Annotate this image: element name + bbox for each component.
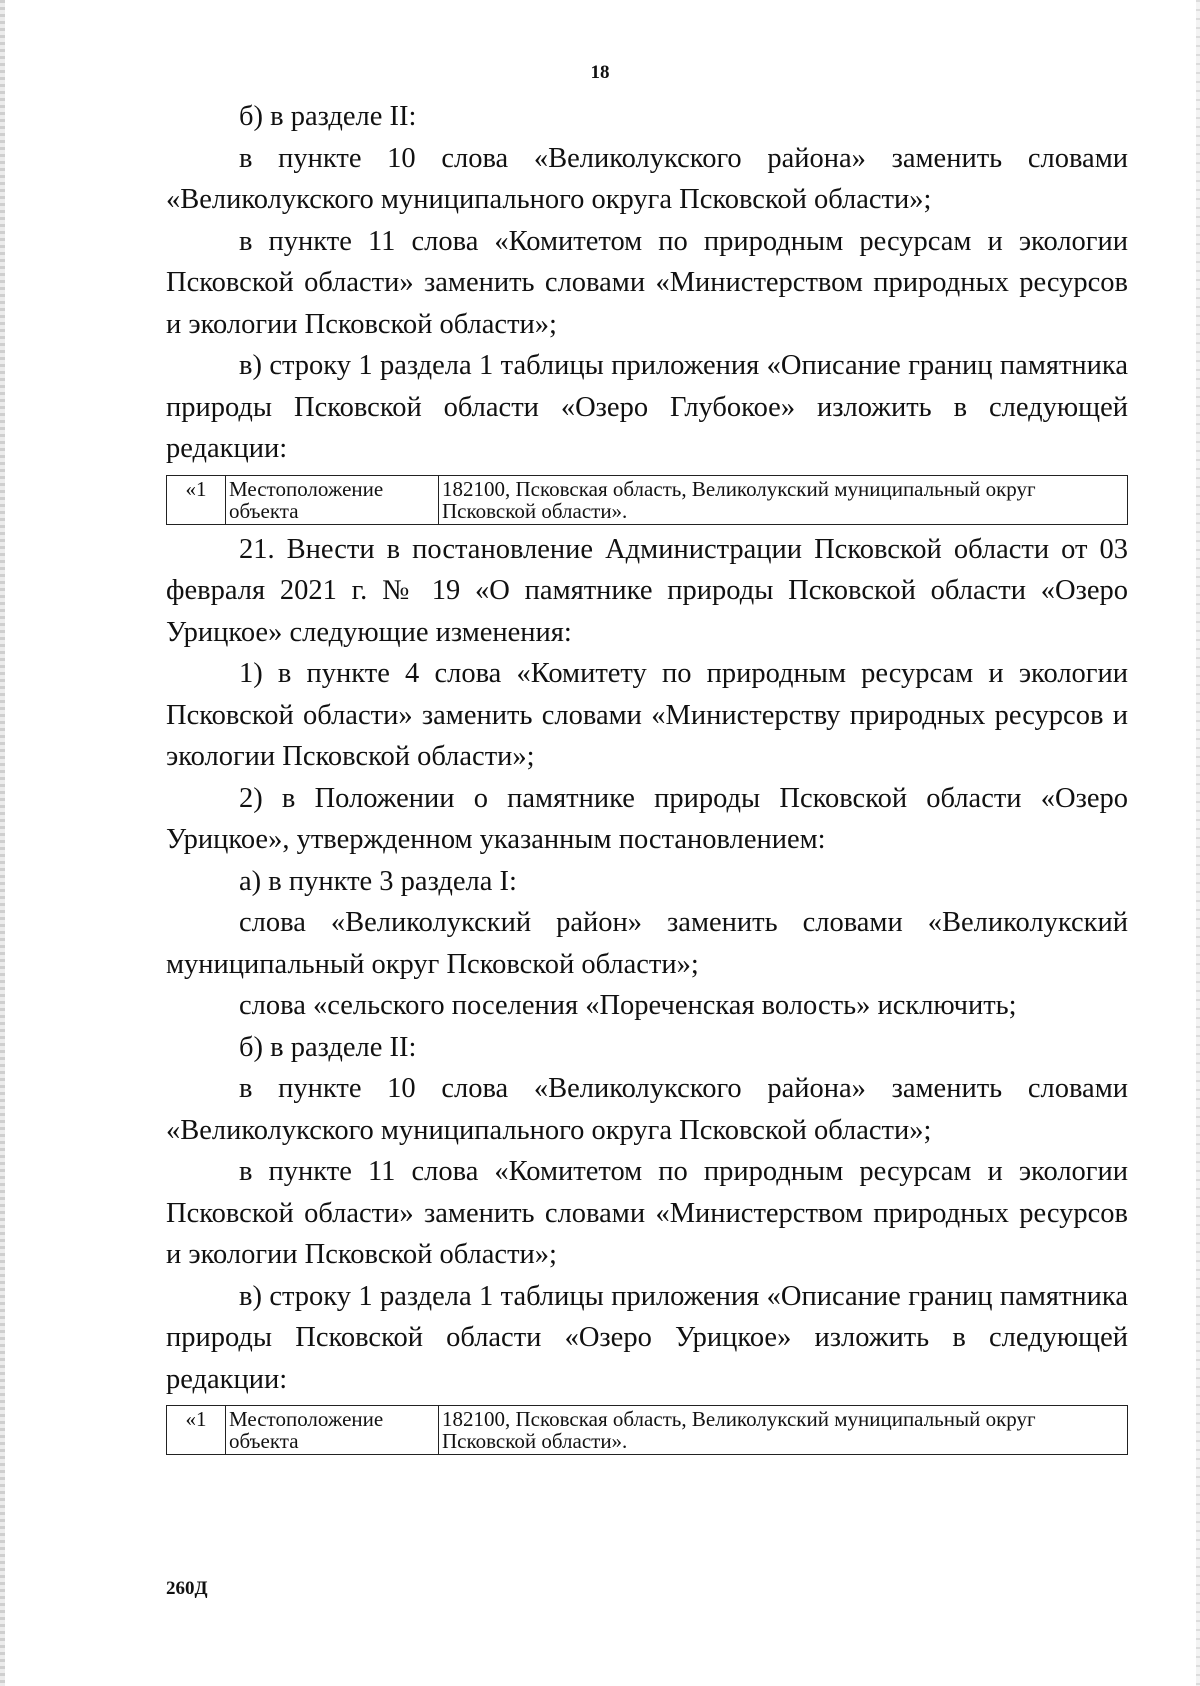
paragraph: в) строку 1 раздела 1 таблицы приложения «Описание границ памятника природы Псковской области «Озеро Урицкое» изложить в следующей редакции: xyxy=(166,1280,1128,1395)
paragraph: а) в пункте 3 раздела I: xyxy=(239,865,517,897)
document-code: 260Д xyxy=(166,1578,208,1599)
paragraph: в пункте 10 слова «Великолукского района» заменить словами «Великолукского муниципального округа Псковской области»; xyxy=(166,142,1128,215)
paragraph: 2) в Положении о памятнике природы Псковской области «Озеро Урицкое», утвержденном указанным постановлением: xyxy=(166,782,1128,855)
paragraph: слова «Великолукский район» заменить словами «Великолукский муниципальный округ Псковской области»; xyxy=(166,907,1128,980)
location-table-2 xyxy=(166,1405,1128,1455)
paragraph: 21. Внести в постановление Администрации Псковской области от 03 февраля 2021 г. № 19 «О памятнике природы Псковской области «Озеро Урицкое» следующие изменения: xyxy=(166,533,1128,648)
paragraph: б) в разделе II: xyxy=(239,101,417,132)
label-cell: Местоположение объекта xyxy=(226,1406,439,1455)
value-cell: 182100, Псковская область, Великолукский муниципальный округ Псковской области». xyxy=(439,475,1128,524)
scan-edge-left xyxy=(0,0,5,1686)
value-cell: 182100, Псковская область, Великолукский муниципальный округ Псковской области». xyxy=(439,1406,1128,1455)
paragraph: в пункте 11 слова «Комитетом по природным ресурсам и экологии Псковской области» заменить словами «Министерством природных ресурсов и экологии Псковской области»; xyxy=(166,1156,1128,1270)
document-body xyxy=(166,96,1128,1459)
scan-edge-right xyxy=(1196,0,1200,1686)
paragraph: б) в разделе II: xyxy=(239,1031,417,1063)
label-cell: Местоположение объекта xyxy=(226,475,439,524)
location-table-1 xyxy=(166,475,1128,525)
row-number-cell: «1 xyxy=(167,475,226,524)
paragraph: 1) в пункте 4 слова «Комитету по природным ресурсам и экологии Псковской области» заменить словами «Министерству природных ресурсов и экологии Псковской области»; xyxy=(166,658,1128,772)
row-number-cell: «1 xyxy=(167,1406,226,1455)
paragraph: в пункте 10 слова «Великолукского района» заменить словами «Великолукского муниципального округа Псковской области»; xyxy=(166,1073,1128,1146)
page-number: 18 xyxy=(590,62,610,83)
paragraph: слова «сельского поселения «Пореченская волость» исключить; xyxy=(239,990,1017,1021)
paragraph: в) строку 1 раздела 1 таблицы приложения «Описание границ памятника природы Псковской области «Озеро Глубокое» изложить в следующей редакции: xyxy=(166,350,1128,464)
table-row xyxy=(167,475,1128,524)
paragraph: в пункте 11 слова «Комитетом по природным ресурсам и экологии Псковской области» заменить словами «Министерством природных ресурсов и экологии Псковской области»; xyxy=(166,225,1128,340)
table-row xyxy=(167,1406,1128,1455)
